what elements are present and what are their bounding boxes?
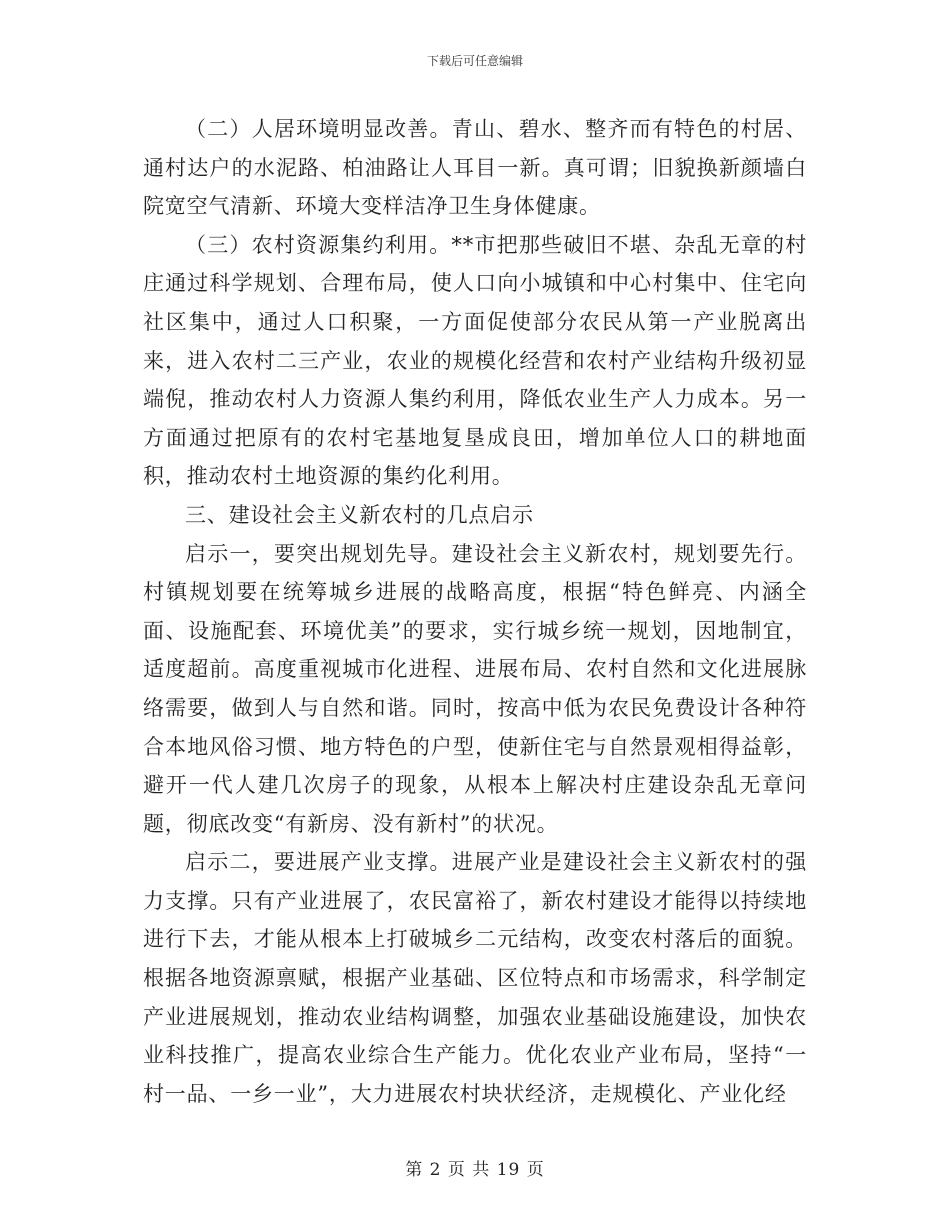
document-body xyxy=(143,110,807,1113)
paragraph-living-environment: （二）人居环境明显改善。青山、碧水、整齐而有特色的村居、通村达户的水泥路、柏油路让人耳目一新。真可谓；旧貌换新颜墙白院宽空气清新、环境大变样洁净卫生身体健康。 xyxy=(143,117,807,219)
paragraph-resource-use: （三）农村资源集约利用。**市把那些破旧不堪、杂乱无章的村庄通过科学规划、合理布局，使人口向小城镇和中心村集中、住宅向社区集中，通过人口积聚，一方面促使部分农民从第一产业脱离出来，进入农村二三产业，农业的规模化经营和农村产业结构升级初显端倪，推动农村人力资源人集约利用，降低农业生产人力成本。另一方面通过把原有的农村宅基地复垦成良田，增加单位人口的耕地面积，推动农村土地资源的集约化利用。 xyxy=(143,232,807,489)
page-header: 下载后可任意编辑 xyxy=(426,54,523,68)
paragraph-inspiration-one: 启示一，要突出规划先导。建设社会主义新农村，规划要先行。村镇规划要在统筹城乡进展的战略高度，根据“特色鲜亮、内涵全面、设施配套、环境优美”的要求，实行城乡统一规划，因地制宜，适度超前。高度重视城市化进程、进展布局、农村自然和文化进展脉络需要，做到人与自然和谐。同时，按高中低为农民免费设计各种符合本地风俗习惯、地方特色的户型，使新住宅与自然景观相得益彰，避开一代人建几次房子的现象，从根本上解决村庄建设杂乱无章问题，彻底改变“有新房、没有新村”的状况。 xyxy=(143,541,807,836)
page-number-footer: 第 2 页 共 19 页 xyxy=(405,1160,545,1180)
section-heading-inspirations: 三、建设社会主义新农村的几点启示 xyxy=(185,502,534,527)
paragraph-inspiration-two: 启示二，要进展产业支撑。进展产业是建设社会主义新农村的强力支撑。只有产业进展了，农民富裕了，新农村建设才能得以持续地进行下去，才能从根本上打破城乡二元结构，改变农村落后的面貌。根据各地资源禀赋，根据产业基础、区位特点和市场需求，科学制定产业进展规划，推动农业结构调整，加强农业基础设施建设，加快农业科技推广，提高农业综合生产能力。优化农业产业布局，坚持“一村一品、一乡一业”，大力进展农村块状经济，走规模化、产业化经 xyxy=(143,850,807,1106)
